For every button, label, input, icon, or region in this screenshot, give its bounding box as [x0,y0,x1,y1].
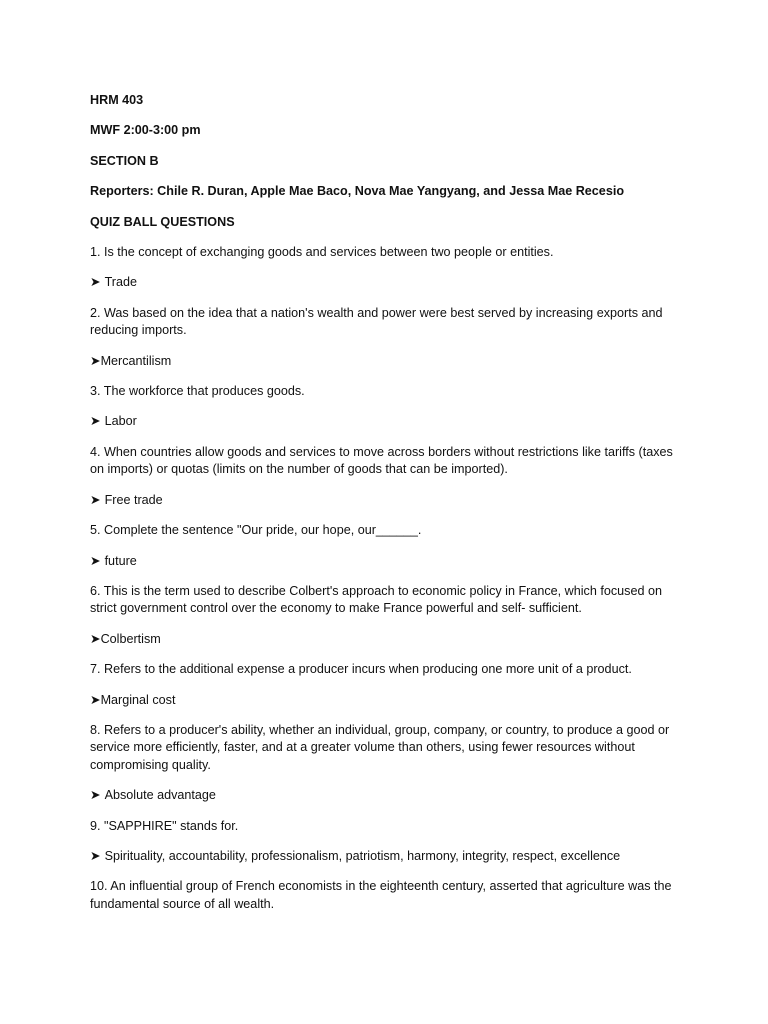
answer-3 [90,413,680,430]
question-2: 2. Was based on the idea that a nation's wealth and power were best served by increasing exports and reducing imports. [90,305,663,338]
document-page [90,92,680,926]
question-5: 5. Complete the sentence "Our pride, our hope, our______. [90,523,422,538]
section-label: SECTION B [90,153,159,168]
answer-1 [90,274,680,291]
question-7: 7. Refers to the additional expense a producer incurs when producing one more unit of a product. [90,662,632,677]
question-6: 6. This is the term used to describe Colbert's approach to economic policy in France, which focused on strict government control over the economy to make France powerful and self- sufficient. [90,583,662,616]
arrow-icon: ➤ [90,492,101,507]
class-schedule: MWF 2:00-3:00 pm [90,123,201,138]
question-3: 3. The workforce that produces goods. [90,384,305,399]
answer-text: future [104,553,137,568]
answer-text: Absolute advantage [104,788,216,803]
question-8: 8. Refers to a producer's ability, whether an individual, group, company, or country, to produce a good or service more efficiently, faster, and at a greater volume than others, using fewer resources without compromising quality. [90,722,670,772]
question-10: 10. An influential group of French economists in the eighteenth century, asserted that agriculture was the fundamental source of all wealth. [90,879,672,911]
arrow-icon: ➤ [90,414,101,429]
answer-text: Marginal cost [100,692,176,707]
answer-5 [90,553,680,570]
arrow-icon: ➤ [90,631,101,646]
answer-6 [90,631,680,648]
arrow-icon: ➤ [90,553,101,568]
arrow-icon: ➤ [90,353,101,368]
answer-text: Labor [104,414,137,429]
question-4: 4. When countries allow goods and services to move across borders without restrictions like tariffs (taxes on imports) or quotas (limits on the number of goods that can be imported). [90,444,673,477]
question-1: 1. Is the concept of exchanging goods and services between two people or entities. [90,245,554,260]
course-code: HRM 403 [90,93,144,107]
answer-text: Trade [104,275,137,290]
arrow-icon: ➤ [90,692,101,707]
answer-text: Colbertism [100,631,161,646]
answer-7 [90,692,680,709]
answer-text: Free trade [104,492,163,507]
answer-text: Spirituality, accountability, professionalism, patriotism, harmony, integrity, respect, excellence [104,848,621,863]
answer-9 [90,848,680,865]
reporters-line: Reporters: Chile R. Duran, Apple Mae Baco, Nova Mae Yangyang, and Jessa Mae Recesio [90,184,625,199]
question-9: 9. "SAPPHIRE" stands for. [90,818,239,833]
answer-text: Mercantilism [100,353,172,368]
answer-2 [90,353,680,370]
answer-8 [90,787,680,804]
answer-4 [90,492,680,509]
arrow-icon: ➤ [90,275,101,290]
arrow-icon: ➤ [90,848,101,863]
arrow-icon: ➤ [90,788,101,803]
quiz-title: QUIZ BALL QUESTIONS [90,214,235,229]
